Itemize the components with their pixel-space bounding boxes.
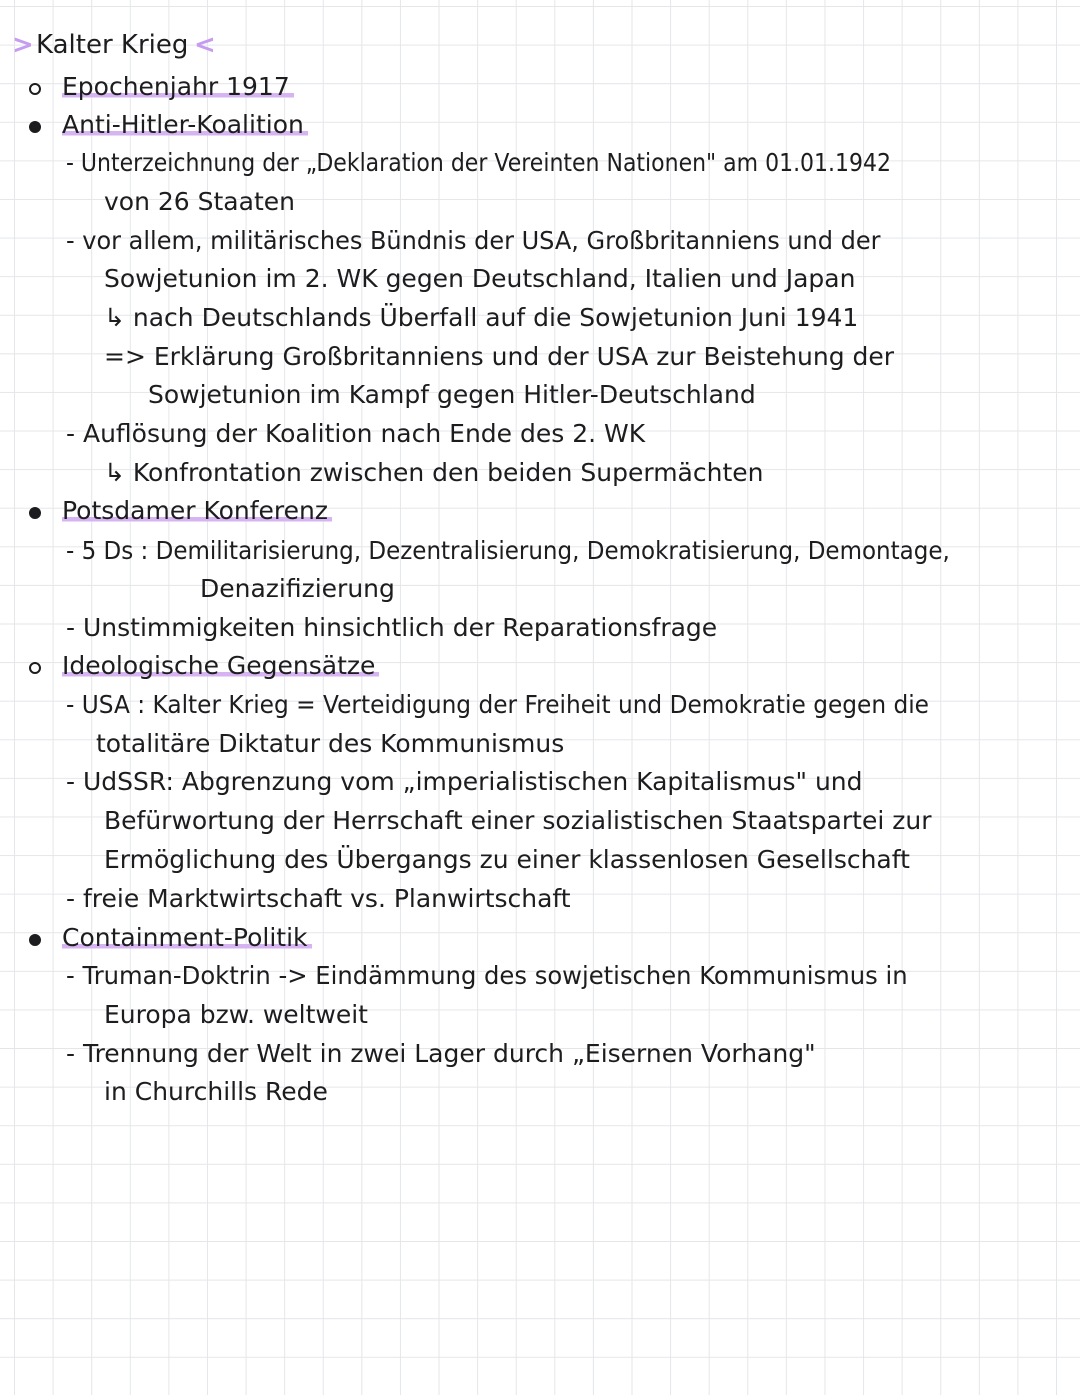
section-heading: Anti-Hitler-Koalition xyxy=(62,110,308,140)
title-marker-left-icon: > xyxy=(12,30,34,60)
note-line: - Unterzeichnung der „Deklaration der Vereinten Nationen" am 01.01.1942 xyxy=(66,148,892,177)
bullet-icon xyxy=(29,662,41,674)
note-line: Befürwortung der Herrschaft einer sozialistischen Staatspartei zur xyxy=(104,806,932,835)
section-heading: Containment-Politik xyxy=(62,923,312,953)
note-line: - 5 Ds : Demilitarisierung, Dezentralisierung, Demokratisierung, Demontage, xyxy=(66,536,950,565)
note-line: totalitäre Diktatur des Kommunismus xyxy=(96,729,565,758)
note-line: Ermöglichung des Übergangs zu einer klassenlosen Gesellschaft xyxy=(104,845,910,874)
note-line: - freie Marktwirtschaft vs. Planwirtschaft xyxy=(66,884,571,913)
note-line: ↳ nach Deutschlands Überfall auf die Sowjetunion Juni 1941 xyxy=(104,303,859,332)
section-heading: Potsdamer Konferenz xyxy=(62,496,332,526)
note-line: Sowjetunion im Kampf gegen Hitler-Deutschland xyxy=(148,380,756,409)
page-title: Kalter Krieg xyxy=(36,30,189,60)
note-line: - USA : Kalter Krieg = Verteidigung der Freiheit und Demokratie gegen die xyxy=(66,690,929,719)
note-line: ↳ Konfrontation zwischen den beiden Supermächten xyxy=(104,458,764,487)
section-heading: Epochenjahr 1917 xyxy=(62,72,294,102)
bullet-icon xyxy=(29,934,41,946)
note-line: Sowjetunion im 2. WK gegen Deutschland, Italien und Japan xyxy=(104,264,856,293)
note-line: - Trennung der Welt in zwei Lager durch „Eisernen Vorhang" xyxy=(66,1039,816,1068)
note-line: => Erklärung Großbritanniens und der USA zur Beistehung der xyxy=(104,342,895,371)
note-line: - Unstimmigkeiten hinsichtlich der Reparationsfrage xyxy=(66,613,718,642)
note-line: - Auflösung der Koalition nach Ende des 2. WK xyxy=(66,419,646,448)
note-line: Denazifizierung xyxy=(200,574,395,603)
section-heading: Ideologische Gegensätze xyxy=(62,651,379,681)
bullet-icon xyxy=(29,83,41,95)
note-line: - UdSSR: Abgrenzung vom „imperialistischen Kapitalismus" und xyxy=(66,767,863,796)
bullet-icon xyxy=(29,507,41,519)
note-line: in Churchills Rede xyxy=(104,1077,328,1106)
note-line: von 26 Staaten xyxy=(104,187,295,216)
title-marker-right-icon: < xyxy=(194,30,216,60)
bullet-icon xyxy=(29,121,41,133)
note-line: - vor allem, militärisches Bündnis der USA, Großbritanniens und der xyxy=(66,226,881,255)
note-line: - Truman-Doktrin -> Eindämmung des sowjetischen Kommunismus in xyxy=(66,961,908,990)
note-line: Europa bzw. weltweit xyxy=(104,1000,368,1029)
